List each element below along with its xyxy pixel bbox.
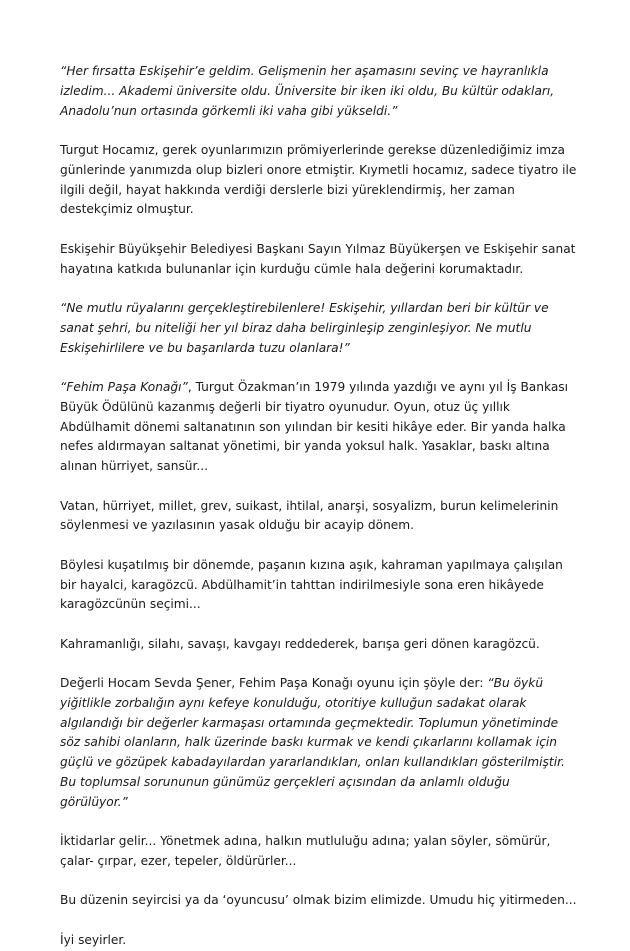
play-title: “Fehim Paşa Konağı” [60, 379, 188, 394]
paragraph-karagozcu: Böylesi kuşatılmış bir dönemde, paşanın kızına aşık, kahraman yapılmaya çalışılan bir hayalci, karagözcü. Abdülhamit’in tahttan indirilmesiyle sona eren hikâyede karagözcünün seçimi... [60, 557, 563, 612]
paragraph-play-description [60, 378, 580, 477]
paragraph-opening-quote: “Her fırsatta Eskişehir’e geldim. Gelişmenin her aşamasını sevinç ve hayranlıkla izledim... Akademi üniversite oldu. Üniversite bir iken iki oldu, Bu kültür odakları, Anadolu’nun ortasında görkemli iki vaha gibi yükseldi.” [60, 64, 555, 118]
sevda-sener-quote: “Bu öykü yiğitlikle zorbalığın aynı kefeye konulduğu, otoritiye kulluğun sadakat olarak algılandığı bir değerler karmaşası ortamında geçmektedir. Toplumun yönetiminde söz sahibi olanların, halk üzerinde baskı kurmak ve kendi çıkarlarını kollamak için güçlü ve gözüpek kabadayılardan yararlandıkları, onları kullandıkları gösterilmiştir. Bu toplumsal sorununun günümüz gerçekleri açısından da anlamlı olduğu görülüyor.” [60, 676, 565, 809]
paragraph-eskisehir-quote: “Ne mutlu rüyalarını gerçekleştirebilenlere! Eskişehir, yıllardan beri bir kültür ve sanat şehri, bu niteliği her yıl biraz daha belirginleşip zenginleşiyor. Ne mutlu Eskişehirlilere ve bu başarılarda tuzu olanlara!” [60, 300, 549, 355]
paragraph-buyukersen: Eskişehir Büyükşehir Belediyesi Başkanı Sayın Yılmaz Büyükerşen ve Eskişehir sanat hayatına katkıda bulunanlar için kurduğu cümle hala değerini korumaktadır. [60, 241, 576, 276]
document-body [60, 62, 580, 951]
paragraph-sevda-sener [60, 674, 580, 813]
paragraph-closing: İyi seyirler. [60, 932, 127, 947]
sevda-sener-intro: Değerli Hocam Sevda Şener, Fehim Paşa Konağı oyunu için şöyle der: [60, 676, 488, 691]
paragraph-forbidden-words: Vatan, hürriyet, millet, grev, suikast, ihtilal, anarşi, sosyalizm, burun kelimelerinin söylenmesi ve yazılasının yasak olduğu bir acayip dönem. [60, 498, 559, 533]
paragraph-duzenin-seyircisi: Bu düzenin seyircisi ya da ‘oyuncusu’ olmak bizim elimizde. Umudu hiç yitirmeden... [60, 893, 577, 908]
paragraph-turgut-hocamiz: Turgut Hocamız, gerek oyunlarımızın prömiyerlerinde gerekse düzenlediğimiz imza günlerinde yanımızda olup bizleri onore etmiştir. Kıymetli hocamız, sadece tiyatro ile ilgili değil, hayat hakkında verdiği derslerle bizi yüreklendirmiş, her zaman destekçimiz olmuştur. [60, 142, 577, 217]
play-description-text: , Turgut Özakman’ın 1979 yılında yazdığı ve aynı yıl İş Bankası Büyük Ödülünü kazanmış değerli bir tiyatro oyunudur. Oyun, otuz üç yıllık Abdülhamit dönemi saltanatının son yılından bir kesiti hikâye eder. Bir yanda halka nefes aldırmayan saltanat yönetimi, bir yanda yoksul halk. Yasaklar, baskı altına alınan hürriyet, sansür... [60, 379, 569, 474]
paragraph-peace: Kahramanlığı, silahı, savaşı, kavgayı reddederek, barışa geri dönen karagözcü. [60, 636, 540, 651]
paragraph-iktidarlar: İktidarlar gelir... Yönetmek adına, halkın mutluluğu adına; yalan söyler, sömürür, çalar- çırpar, ezer, tepeler, öldürürler... [60, 834, 551, 869]
